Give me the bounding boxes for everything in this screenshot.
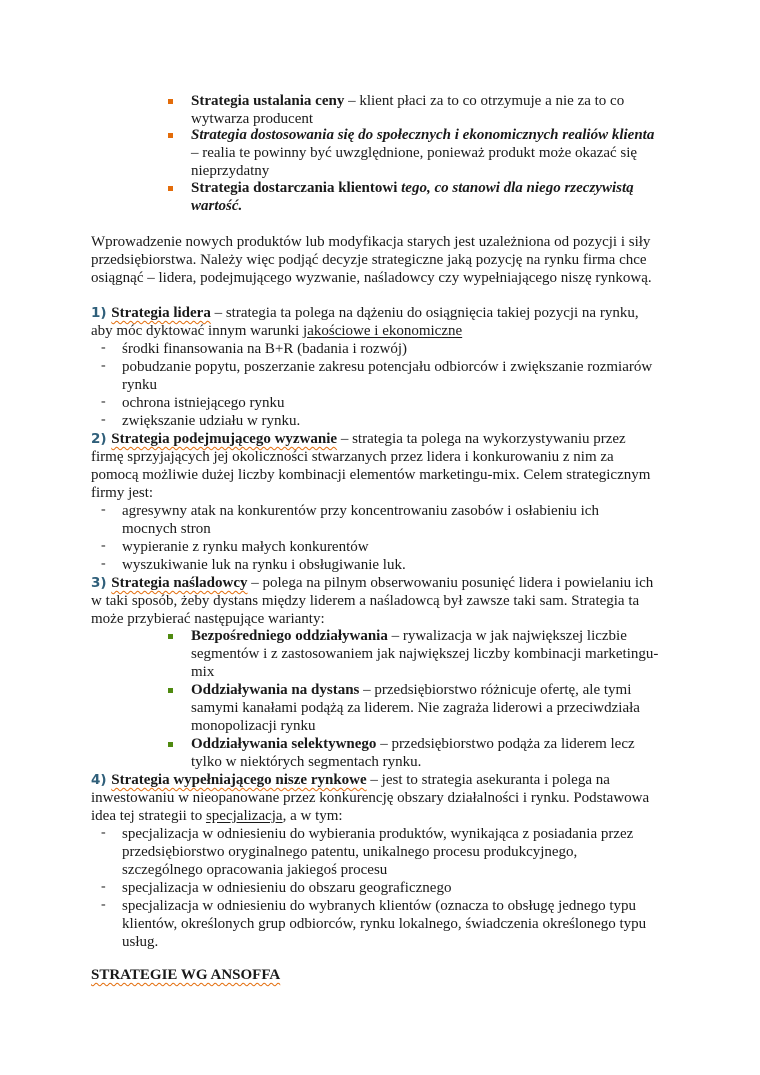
text-segment: – jest to strategia asekuranta i polega na (366, 772, 610, 788)
section-2-strategia-podejmujacego-wyzwanie (91, 430, 650, 502)
text-line (191, 126, 654, 144)
text-line (122, 897, 646, 915)
text-line (91, 448, 650, 466)
text-segment: przedsiębiorstwo oryginalnego patentu, unikalnego procesu produkcyjnego, (122, 844, 578, 860)
text-segment: specjalizacja w odniesieniu do wybranych klientów (oznacza to obsługę jednego typu (122, 898, 636, 914)
text-line (122, 340, 407, 358)
text-segment: Oddziaływania na dystans (191, 682, 360, 698)
text-segment: Strategia dostosowania się do społecznych i ekonomicznych realiów klienta (191, 127, 655, 143)
text-segment: samymi kanałami podążą za liderem. Nie zagraża liderowi a przeciwdziała (191, 700, 640, 716)
text-line (122, 861, 633, 879)
text-segment: specjalizacja (205, 808, 283, 824)
text-segment: , a w tym: (282, 808, 343, 824)
dash-bullet-icon: - (101, 502, 106, 517)
text-line (91, 610, 653, 628)
bullet-square-icon (168, 99, 173, 104)
text-segment: Oddziaływania selektywnego (191, 736, 377, 752)
text-line (122, 825, 633, 843)
section-1-strategia-lidera (91, 304, 639, 340)
text-line (91, 322, 639, 340)
dash-bullet-icon: - (101, 879, 106, 894)
text-segment: wypieranie z rynku małych konkurentów (122, 539, 369, 555)
s1-item-2 (122, 358, 652, 394)
section-4-strategia-wypelniajacego-nisze (91, 771, 649, 825)
text-segment: wyszukiwanie luk na rynku i obsługiwanie luk. (122, 557, 406, 573)
text-segment: wytwarza producent (191, 111, 314, 127)
text-line (91, 771, 649, 789)
text-line (191, 645, 658, 663)
dash-bullet-icon: - (101, 538, 106, 553)
text-line (91, 592, 653, 610)
text-segment: pobudzanie popytu, poszerzanie zakresu potencjału odbiorców i zwiększanie rozmiarów (122, 359, 653, 375)
s3-variant-2 (191, 681, 640, 735)
text-line (122, 502, 599, 520)
text-line (191, 92, 624, 110)
text-segment: monopolizacji rynku (191, 718, 316, 734)
text-segment: mix (191, 664, 215, 680)
text-segment: – przedsiębiorstwo podąża za liderem lecz (376, 736, 635, 752)
text-line (122, 394, 284, 412)
text-line (91, 789, 649, 807)
bullet-square-icon (168, 742, 173, 747)
text-segment: usług. (122, 934, 159, 950)
text-segment: Bezpośredniego oddziaływania (191, 628, 388, 644)
text-line (191, 627, 658, 645)
text-segment: – realia te powinny być uwzględnione, ponieważ produkt może okazać się (191, 145, 638, 161)
text-line (122, 933, 646, 951)
s3-variant-3 (191, 735, 635, 771)
top-bullet-1 (191, 92, 624, 128)
text-segment: Strategia naśladowcy (111, 575, 248, 591)
s4-item-2 (122, 879, 451, 897)
text-segment: tego, co stanowi dla niego rzeczywistą (401, 180, 634, 196)
text-line (122, 376, 652, 394)
section-number: 4) (91, 772, 112, 788)
s4-item-3 (122, 897, 646, 951)
text-segment: mocnych stron (122, 521, 211, 537)
text-segment: inwestowaniu w nieopanowane przez konkurencję obszary działalności i rynku. Podstawowa (91, 790, 650, 806)
text-line (91, 807, 649, 825)
text-line (191, 162, 654, 180)
s2-item-3 (122, 556, 406, 574)
text-segment: Strategia dostarczania klientowi (191, 180, 402, 196)
text-segment: nieprzydatny (191, 163, 270, 179)
text-segment: może przybierać następujące warianty: (91, 611, 325, 627)
bullet-square-icon (168, 133, 173, 138)
s1-item-4 (122, 412, 300, 430)
text-line (122, 843, 633, 861)
text-segment: jakościowe i ekonomiczne (303, 323, 463, 339)
dash-bullet-icon: - (101, 412, 106, 427)
dash-bullet-icon: - (101, 897, 106, 912)
s1-item-3 (122, 394, 284, 412)
text-line (122, 538, 369, 556)
dash-bullet-icon: - (101, 358, 106, 373)
text-line (91, 484, 650, 502)
text-line (191, 717, 640, 735)
s1-item-1 (122, 340, 407, 358)
text-line (191, 753, 635, 771)
text-segment: specjalizacja w odniesieniu do wybierania produktów, wynikająca z posiadania przez (122, 826, 634, 842)
text-segment: klientów, określonych grup odbiorców, rynku lokalnego, świadczenia określonego typu (122, 916, 647, 932)
text-segment: aby móc dyktować innym warunki (91, 323, 304, 339)
s3-variant-1 (191, 627, 658, 681)
text-line (91, 251, 652, 269)
bullet-square-icon (168, 634, 173, 639)
text-line (122, 556, 406, 574)
text-segment: – strategia ta polega na dążeniu do osiągnięcia takiej pozycji na rynku, (210, 305, 639, 321)
text-line (91, 466, 650, 484)
text-line (122, 915, 646, 933)
dash-bullet-icon: - (101, 825, 106, 840)
text-segment: – przedsiębiorstwo różnicuje ofertę, ale tymi (359, 682, 632, 698)
text-line (191, 179, 634, 197)
text-segment: Strategia ustalania ceny (191, 93, 345, 109)
text-segment: firmy jest: (91, 485, 154, 501)
text-segment: rynku (122, 377, 157, 393)
text-segment: idea tej strategii to (91, 808, 206, 824)
text-line (191, 681, 640, 699)
text-line (191, 735, 635, 753)
dash-bullet-icon: - (101, 556, 106, 571)
bullet-square-icon (168, 688, 173, 693)
text-line (91, 233, 652, 251)
text-segment: ochrona istniejącego rynku (122, 395, 285, 411)
text-segment: szczególnego opracowania jakiegoś procesu (122, 862, 388, 878)
text-line (91, 574, 653, 592)
top-bullet-2 (191, 126, 654, 180)
text-segment: Strategia lidera (111, 305, 211, 321)
text-segment: w taki sposób, żeby dystans między liderem a naśladowcą był zawsze taki sam. Strategia ta (91, 593, 640, 609)
text-segment: przedsiębiorstwa. Należy więc podjąć decyzje strategiczne jaką pozycję na rynku firma chce (91, 252, 647, 268)
dash-bullet-icon: - (101, 340, 106, 355)
text-line (122, 358, 652, 376)
text-line (122, 520, 599, 538)
section-number: 3) (91, 575, 112, 591)
text-line (191, 197, 634, 215)
text-segment: wartość. (191, 198, 243, 214)
text-segment: Strategia wypełniającego nisze rynkowe (111, 772, 367, 788)
text-segment: – polega na pilnym obserwowaniu posunięć lidera i powielaniu ich (247, 575, 654, 591)
text-segment: agresywny atak na konkurentów przy koncentrowaniu zasobów i osłabieniu ich (122, 503, 599, 519)
s2-item-2 (122, 538, 369, 556)
text-segment: segmentów i z zastosowaniem jak największej liczby kombinacji marketingu- (191, 646, 659, 662)
text-line (191, 144, 654, 162)
text-segment: zwiększanie udziału w rynku. (122, 413, 301, 429)
text-line (122, 412, 300, 430)
text-line (191, 663, 658, 681)
ansoff-heading-wrap (91, 966, 280, 984)
text-segment: – rywalizacja w jak największej liczbie (387, 628, 627, 644)
bullet-square-icon (168, 186, 173, 191)
section-number: 2) (91, 431, 112, 447)
text-segment: – strategia ta polega na wykorzystywaniu przez (337, 431, 626, 447)
text-segment: Strategia podejmującego wyzwanie (111, 431, 338, 447)
text-segment: pomocą możliwie dużej liczby kombinacji elementów marketingu-mix. Celem strategicznym (91, 467, 651, 483)
s4-item-1 (122, 825, 633, 879)
dash-bullet-icon: - (101, 394, 106, 409)
top-bullet-3 (191, 179, 634, 215)
intro-paragraph (91, 233, 652, 287)
text-segment: środki finansowania na B+R (badania i rozwój) (122, 341, 408, 357)
text-segment: tylko w niektórych segmentach rynku. (191, 754, 422, 770)
text-line (91, 304, 639, 322)
text-line (91, 430, 650, 448)
section-3-strategia-nasladowcy (91, 574, 653, 628)
s2-item-1 (122, 502, 599, 538)
text-segment: Wprowadzenie nowych produktów lub modyfikacja starych jest uzależniona od pozycji i siły (91, 234, 651, 250)
text-segment: specjalizacja w odniesieniu do obszaru geograficznego (122, 880, 452, 896)
text-segment: firmę sprzyjających jej okoliczności stwarzanych przez lidera i konkurowaniu z nim za (91, 449, 614, 465)
section-number: 1) (91, 305, 112, 321)
text-line (191, 699, 640, 717)
text-segment: osiągnąć – lidera, podejmującego wyzwanie, naśladowcy czy wypełniającego niszę rynkową. (91, 270, 652, 286)
text-line (122, 879, 451, 897)
ansoff-heading: STRATEGIE WG ANSOFFA (91, 967, 281, 983)
text-segment: – klient płaci za to co otrzymuje a nie za to co (344, 93, 625, 109)
text-line (91, 269, 652, 287)
